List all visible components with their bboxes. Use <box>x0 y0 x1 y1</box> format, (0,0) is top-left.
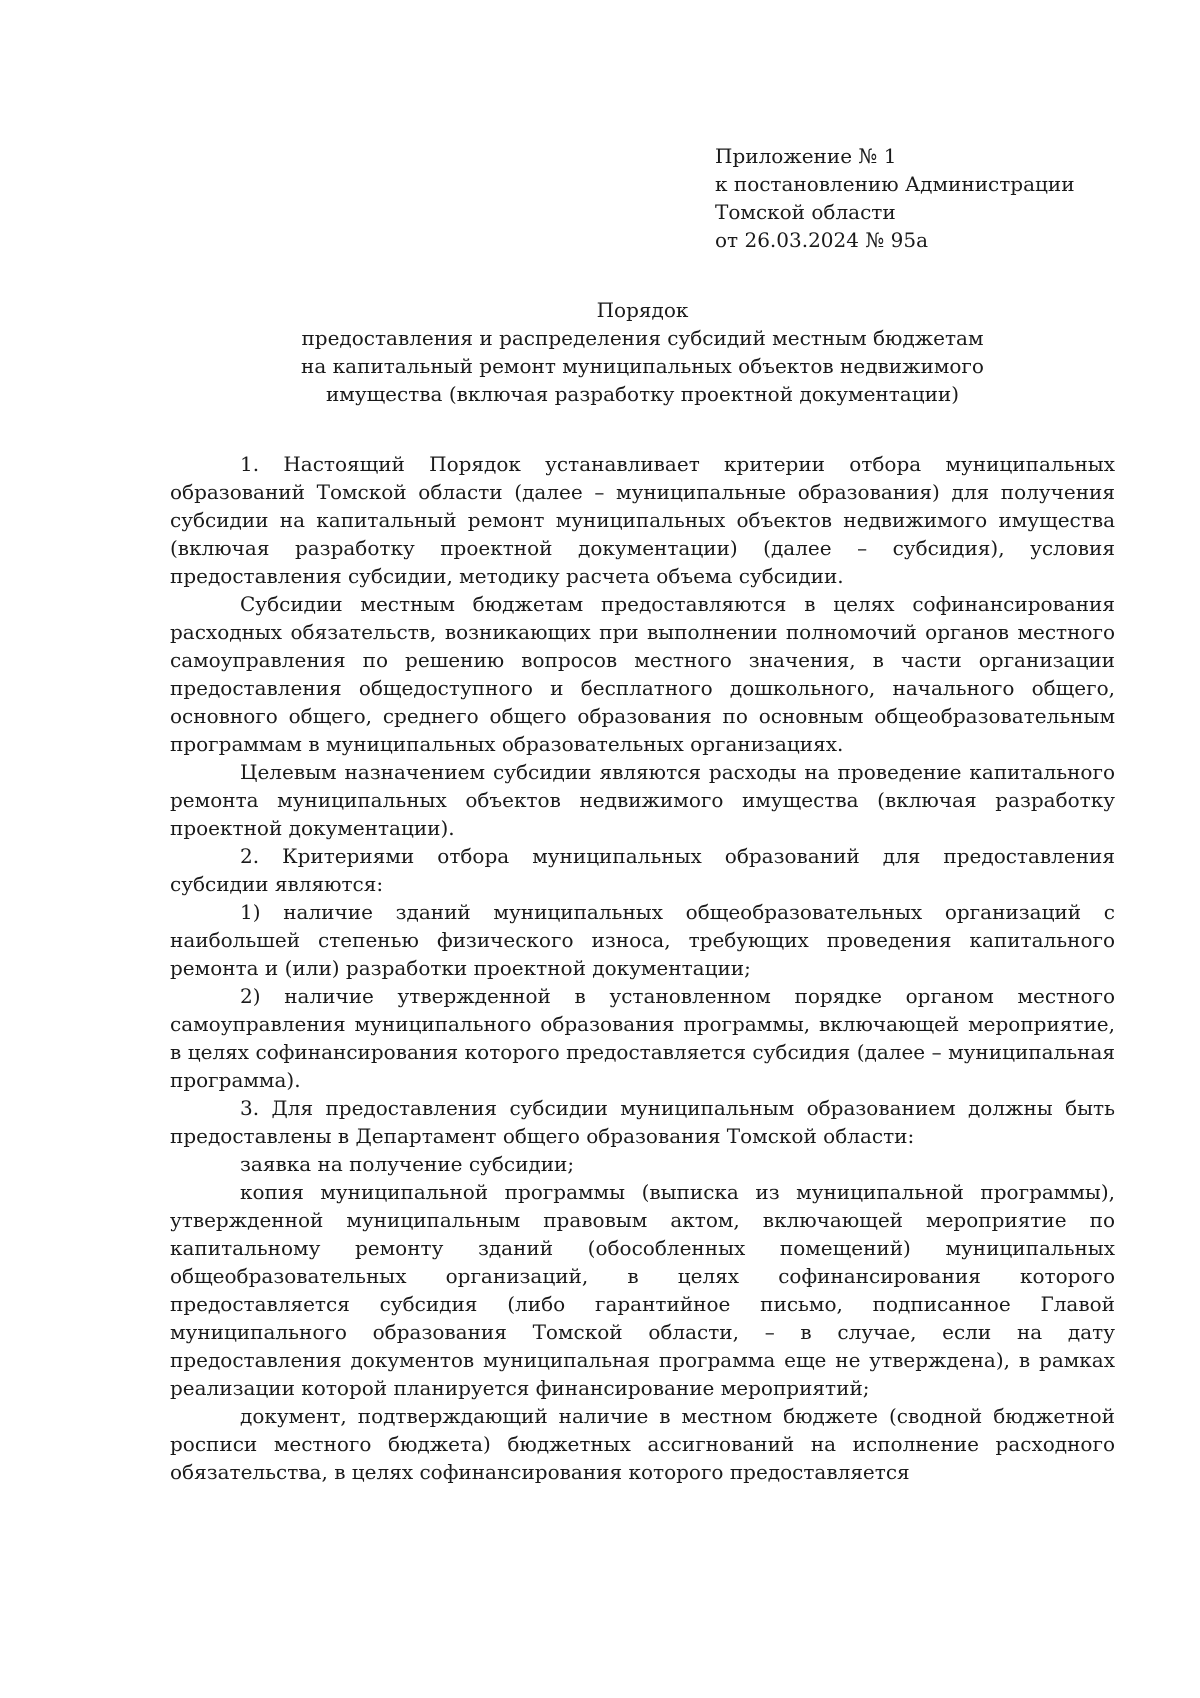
appendix-date: от 26.03.2024 № 95а <box>715 228 928 252</box>
title-line: имущества (включая разработку проектной документации) <box>325 382 960 406</box>
paragraph: копия муниципальной программы (выписка из муниципальной программы), утвержденной муниципальным правовым актом, включающей мероприятие по капитальному ремонту зданий (обособленных помещений) муниципальных общеобразовательных организаций, в целях софинансирования которого предоставляется субсидия (либо гарантийное письмо, подписанное Главой муниципального образования Томской области, – в случае, если на дату предоставления документов муниципальная программа еще не утверждена), в рамках реализации которой планируется финансирование мероприятий; <box>170 1180 1115 1400</box>
paragraph: 1) наличие зданий муниципальных общеобразовательных организаций с наибольшей степенью физического износа, требующих проведения капитального ремонта и (или) разработки проектной документации; <box>170 900 1115 980</box>
title-line: предоставления и распределения субсидий местным бюджетам <box>301 326 984 350</box>
paragraph: документ, подтверждающий наличие в местном бюджете (сводной бюджетной росписи местного бюджета) бюджетных ассигнований на исполнение расходного обязательства, в целях софинансирования которого предоставляется <box>170 1404 1115 1484</box>
paragraph: 3. Для предоставления субсидии муниципальным образованием должны быть предоставлены в Департамент общего образования Томской области: <box>170 1096 1115 1148</box>
paragraph: 2) наличие утвержденной в установленном порядке органом местного самоуправления муниципального образования программы, включающей мероприятие, в целях софинансирования которого предоставляется субсидия (далее – муниципальная программа). <box>170 984 1115 1092</box>
appendix-block <box>715 142 1115 254</box>
paragraph: 1. Настоящий Порядок устанавливает критерии отбора муниципальных образований Томской области (далее – муниципальные образования) для получения субсидии на капитальный ремонт муниципальных объектов недвижимого имущества (включая разработку проектной документации) (далее – субсидия), условия предоставления субсидии, методику расчета объема субсидии. <box>170 452 1115 588</box>
appendix-reference: к постановлению Администрации <box>715 172 1075 196</box>
paragraph: Субсидии местным бюджетам предоставляются в целях софинансирования расходных обязательств, возникающих при выполнении полномочий органов местного самоуправления по решению вопросов местного значения, в части организации предоставления общедоступного и бесплатного дошкольного, начального общего, основного общего, среднего общего образования по основным общеобразовательным программам в муниципальных образовательных организациях. <box>170 592 1115 756</box>
paragraph: Целевым назначением субсидии являются расходы на проведение капитального ремонта муниципальных объектов недвижимого имущества (включая разработку проектной документации). <box>170 760 1115 840</box>
document-title <box>170 296 1115 408</box>
title-line: на капитальный ремонт муниципальных объектов недвижимого <box>301 354 984 378</box>
paragraph: заявка на получение субсидии; <box>240 1152 575 1176</box>
appendix-region: Томской области <box>715 200 896 224</box>
title-heading: Порядок <box>596 298 689 322</box>
document-body <box>170 450 1115 1486</box>
paragraph: 2. Критериями отбора муниципальных образований для предоставления субсидии являются: <box>170 844 1115 896</box>
appendix-number: Приложение № 1 <box>715 144 897 168</box>
